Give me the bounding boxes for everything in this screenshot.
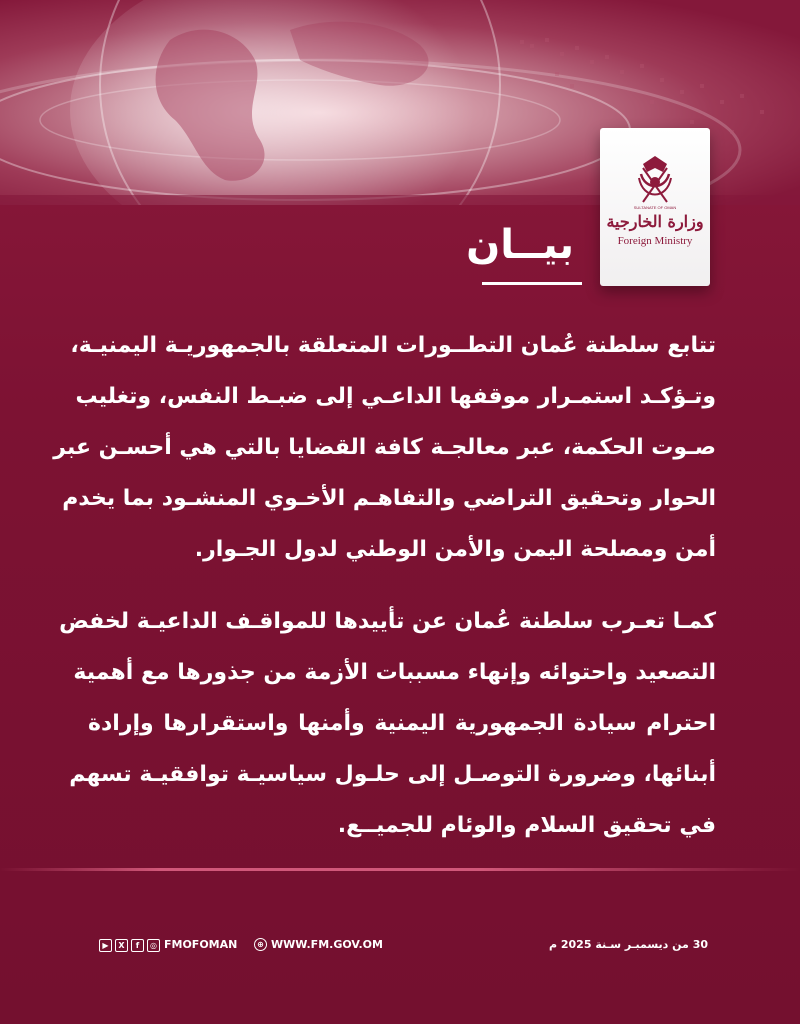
statement-title: بيــان xyxy=(466,222,574,268)
ministry-logo-card xyxy=(600,128,710,286)
footer xyxy=(0,936,800,960)
paragraph-line: احترام سيادة الجمهورية اليمنية وأمنها واستقرارها وإرادة xyxy=(88,711,716,736)
paragraph-line: وتـؤكـد استمـرار موقفها الداعـي إلى ضبـط النفس، وتغليب xyxy=(75,384,716,409)
globe-icon: ⊕ xyxy=(254,938,267,951)
oman-emblem-icon xyxy=(633,152,677,210)
paragraph-line: تتابع سلطنة عُمان التطــورات المتعلقة بالجمهوريـة اليمنيـة، xyxy=(70,333,716,358)
paragraph-line: كمـا تعـرب سلطنة عُمان عن تأييدها للمواقـف الداعيـة لخفض xyxy=(59,609,716,634)
ministry-name-arabic: وزارة الخارجية xyxy=(606,212,704,231)
paragraph-line: التصعيد واحتوائه وإنهاء مسببات الأزمة من جذورها مع أهمية xyxy=(73,660,716,685)
youtube-icon[interactable]: ▶ xyxy=(99,939,112,952)
footer-divider xyxy=(0,868,800,871)
paragraph-line: الحوار وتحقيق التراضي والتفاهـم الأخـوي المنشـود بما يخدم xyxy=(62,486,716,511)
svg-text:SULTANATE OF OMAN: SULTANATE OF OMAN xyxy=(633,205,677,210)
facebook-icon[interactable]: f xyxy=(131,939,144,952)
social-handle[interactable]: FMOFOMAN xyxy=(164,938,238,951)
paragraph-line: أمن ومصلحة اليمن والأمن الوطني لدول الجـوار. xyxy=(194,537,716,562)
paragraph-line: صـوت الحكمة، عبر معالجـة كافة القضايا بالتي هي أحسـن عبر xyxy=(53,435,716,460)
website-link[interactable]: WWW.FM.GOV.OM xyxy=(271,938,383,951)
title-underline xyxy=(482,282,582,285)
instagram-icon[interactable]: ◎ xyxy=(147,939,160,952)
ministry-name-english: Foreign Ministry xyxy=(617,235,693,247)
paragraph-line: أبنائها، وضرورة التوصـل إلى حلـول سياسيـة توافقيـة تسهم xyxy=(69,762,716,787)
statement-paragraph-2 xyxy=(59,596,716,851)
paragraph-line: في تحقيق السلام والوئام للجميــع. xyxy=(337,813,716,838)
statement-date: 30 من ديسمبـر سـنة 2025 م xyxy=(548,938,708,951)
social-icons xyxy=(99,939,160,952)
statement-paragraph-1 xyxy=(53,320,716,575)
x-icon[interactable]: X xyxy=(115,939,128,952)
